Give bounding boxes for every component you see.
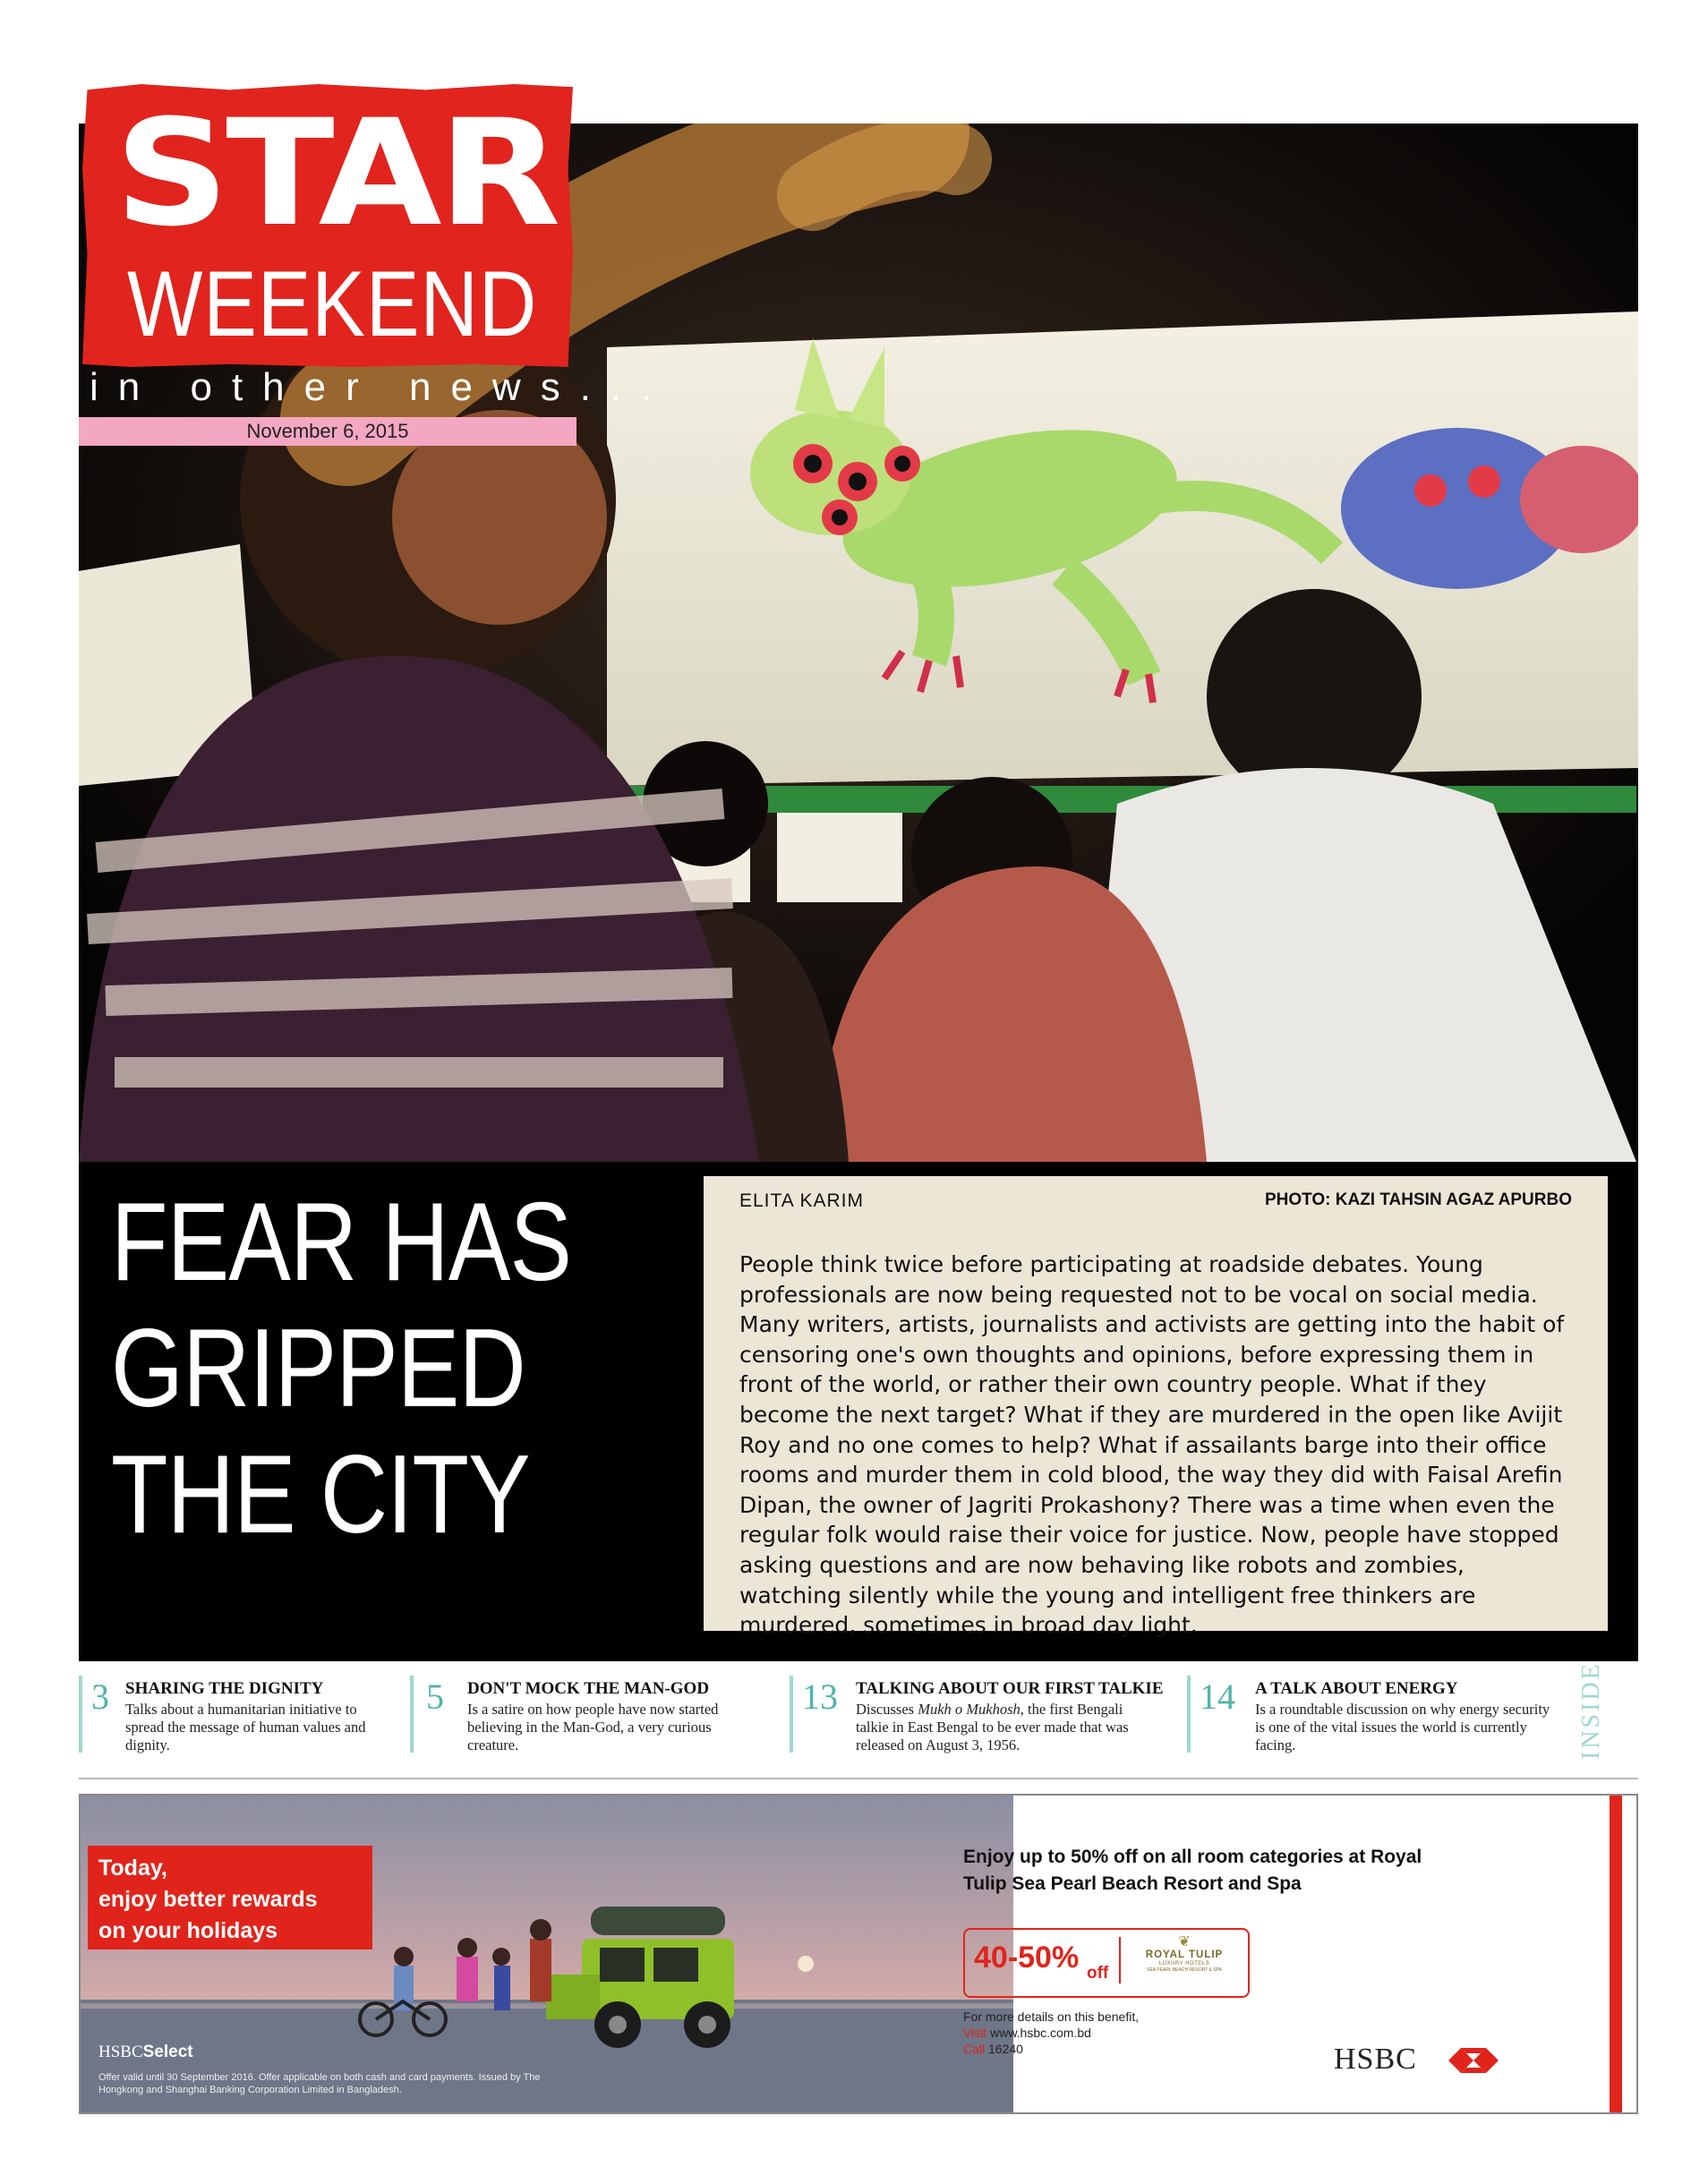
inside-page-number: 5: [426, 1676, 444, 1717]
inside-desc: Is a satire on how people have now started believing in the Man-God, a very curious creature.: [467, 1701, 719, 1753]
inside-desc: [856, 1701, 1142, 1754]
royal-tulip-name: ROYAL TULIP: [1145, 1949, 1224, 1960]
details-line: For more details on this benefit,: [963, 2009, 1140, 2024]
issue-date: November 6, 2015: [246, 420, 409, 442]
offer-off: off: [1087, 1964, 1109, 1983]
call-number: 16240: [988, 2042, 1023, 2056]
promo-line-1: Today,: [98, 1856, 167, 1881]
ad-accent-stripe: [1610, 1796, 1622, 2112]
inside-divider: [790, 1676, 793, 1753]
hsbc-select-logo: [98, 2043, 193, 2062]
inside-desc-pre: Discusses: [856, 1701, 918, 1718]
inside-item-13[interactable]: [790, 1676, 1183, 1758]
ad-contact-details: [963, 2009, 1139, 2057]
promo-line-3: on your holidays: [98, 1918, 278, 1943]
ad-fine-print: Offer valid until 30 September 2016. Offer applicable on both cash and card payments. Issued by The Hongkong and Shanghai Banking Corporation Limited in Bangladesh.: [98, 2072, 541, 2095]
visit-label: Visit: [963, 2026, 987, 2040]
inside-desc-film-title: Mukh o Mukhosh: [918, 1701, 1021, 1718]
hsbc-advertisement[interactable]: [79, 1794, 1638, 2114]
masthead-tagline: in other news...: [90, 365, 672, 409]
royal-tulip-sub: LUXURY HOTELS: [1158, 1961, 1210, 1966]
headline-line-3: THE CITY: [111, 1433, 530, 1557]
offer-percent: 40-50%: [974, 1941, 1080, 1975]
call-line[interactable]: [963, 2041, 1139, 2057]
hsbc-select-tier: Select: [142, 2043, 193, 2061]
inside-desc: Talks about a humanitarian initiative to spread the message of human values and dignity.: [125, 1701, 366, 1753]
inside-title: DON'T MOCK THE MAN-GOD: [467, 1679, 710, 1698]
call-label: Call: [963, 2042, 986, 2056]
inside-item-3[interactable]: [79, 1676, 410, 1758]
inside-title: A TALK ABOUT ENERGY: [1255, 1679, 1458, 1698]
headline-line-2: GRIPPED: [111, 1307, 525, 1430]
inside-page-number: 14: [1200, 1676, 1235, 1717]
masthead-weekend[interactable]: WEEKEND: [127, 252, 538, 356]
inside-item-14[interactable]: [1187, 1676, 1563, 1758]
headline-line-1: FEAR HAS: [111, 1181, 572, 1304]
inside-title: TALKING ABOUT OUR FIRST TALKIE: [856, 1679, 1164, 1698]
inside-divider: [1187, 1676, 1191, 1753]
hsbc-select-brand: HSBC: [98, 2043, 143, 2061]
royal-tulip-logo: [1130, 1935, 1239, 1974]
promo-text: [98, 1853, 367, 1947]
photo-credit: PHOTO: KAZI TAHSIN AGAZ APURBO: [1264, 1190, 1572, 1209]
inside-divider: [79, 1676, 82, 1753]
visit-url[interactable]: www.hsbc.com.bd: [990, 2026, 1091, 2040]
inside-desc-post: , the first Bengali talkie in East Bengal to be ever made that was released on August 3, 1956.: [856, 1701, 1129, 1753]
tulip-icon: ❦: [1178, 1934, 1191, 1949]
visit-line[interactable]: [963, 2025, 1139, 2041]
story-headline[interactable]: [111, 1180, 593, 1558]
masthead-star[interactable]: STAR: [115, 88, 558, 259]
promo-line-2: enjoy better rewards: [98, 1887, 318, 1912]
section-rule: [79, 1778, 1638, 1779]
inside-page-number: 3: [91, 1676, 109, 1717]
inside-label: INSIDE: [1577, 1661, 1605, 1760]
inside-desc: Is a roundtable discussion on why energy security is one of the vital issues the world is currently facing.: [1255, 1701, 1550, 1753]
ad-headline: Enjoy up to 50% off on all room categories at Royal Tulip Sea Pearl Beach Resort and Spa: [963, 1847, 1422, 1894]
royal-tulip-location: SEA PEARL BEACH RESORT & SPA: [1147, 1967, 1222, 1973]
story-byline: ELITA KARIM: [739, 1190, 864, 1211]
hsbc-logo-text: HSBC: [1334, 2043, 1417, 2076]
inside-page-number: 13: [802, 1676, 838, 1717]
hsbc-hexagon-icon: [1448, 2048, 1499, 2073]
inside-divider: [410, 1676, 414, 1753]
issue-date-band: [79, 417, 576, 446]
story-intro: People think twice before participating at roadside debates. Young professionals are now being requested not to be vocal on social media. Many writers, artists, journalists and activists are getting into the habit of censoring one's own thoughts and opinions, before expressing them in front of the world, or rather their own country people. What if they become the next target? What if they are murdered in the open like Avijit Roy and no one comes to help? What if assailants barge into their office rooms and murder them in cold blood, the way they did with Faisal Arefin Dipan, the owner of Jagriti Prokashony? There was a time when even the regular folk would raise their voice for justice. Now, people have stopped asking questions and are now behaving like robots and zombies, watching silently while the young and intelligent free thinkers are murdered, sometimes in broad day light.: [739, 1251, 1565, 1639]
beach-jeep-photo-icon: [81, 1796, 1013, 2112]
inside-title: SHARING THE DIGNITY: [125, 1679, 324, 1698]
inside-item-5[interactable]: [410, 1676, 786, 1758]
offer-divider: [1119, 1937, 1121, 1984]
beach-photo: [81, 1796, 1013, 2112]
